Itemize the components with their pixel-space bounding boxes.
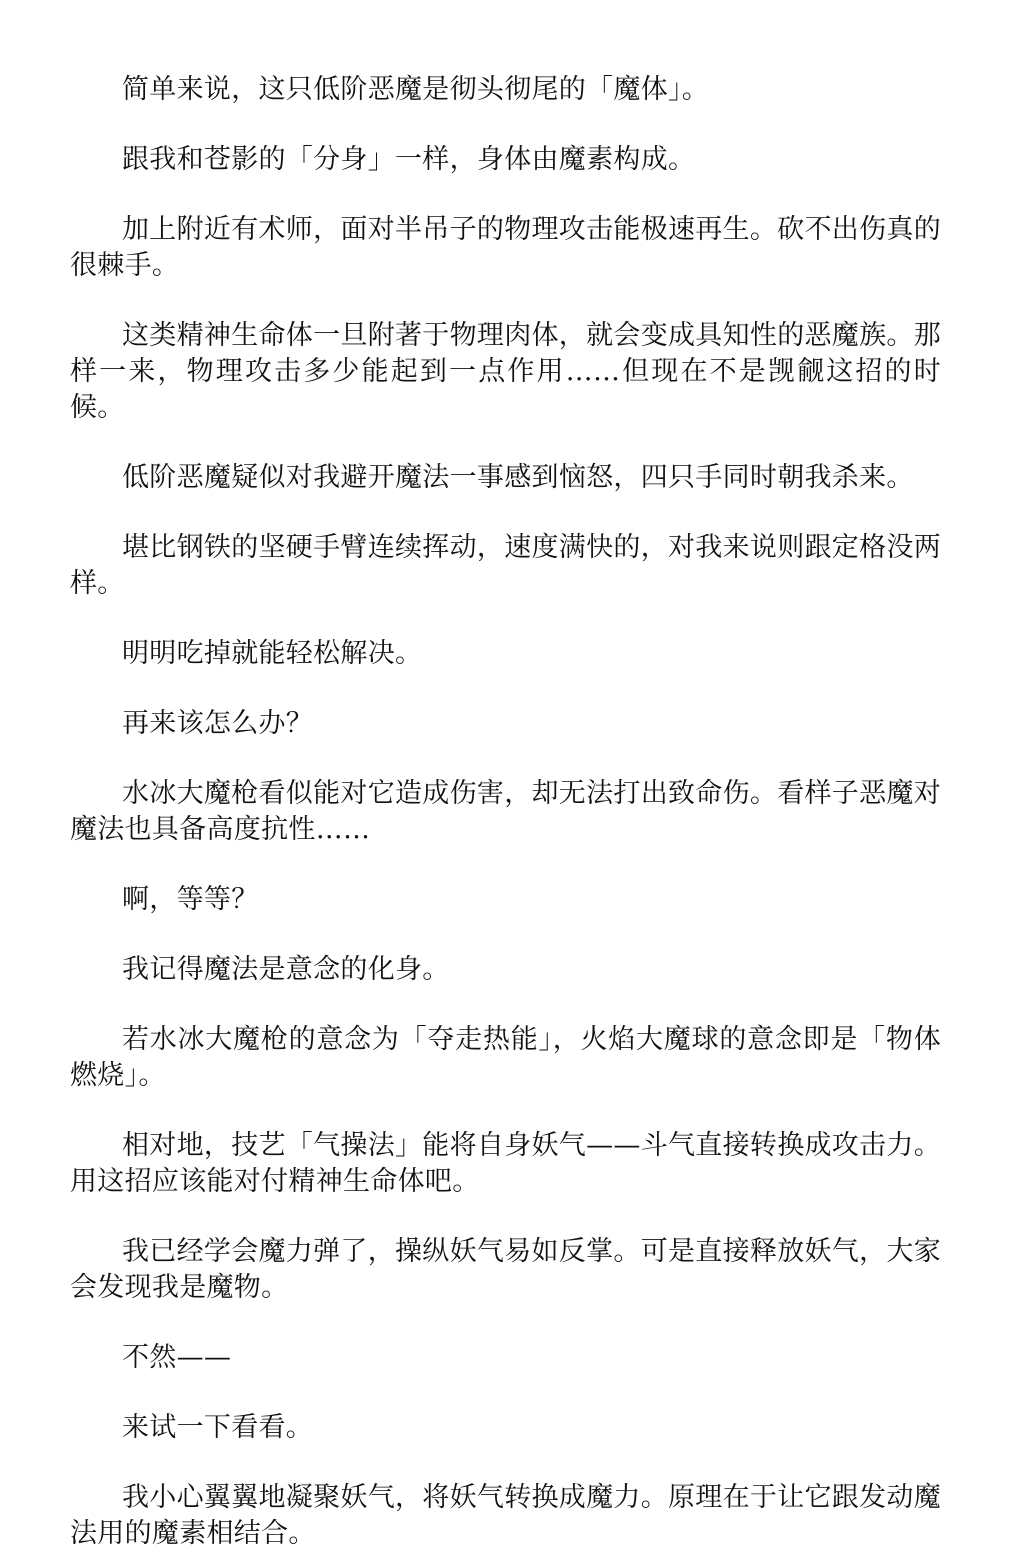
paragraph: 低阶恶魔疑似对我避开魔法一事感到恼怒，四只手同时朝我杀来。 xyxy=(122,462,914,493)
paragraph: 相对地，技艺「气操法」能将自身妖气——斗气直接转换成攻击力。用这招应该能对付精神生命体吧。 xyxy=(70,1130,941,1197)
paragraph: 啊，等等？ xyxy=(122,884,259,915)
paragraph: 再来该怎么办？ xyxy=(122,708,314,739)
paragraph: 来试一下看看。 xyxy=(122,1412,314,1443)
paragraph: 这类精神生命体一旦附著于物理肉体，就会变成具知性的恶魔族。那样一来，物理攻击多少能起到一点作用……但现在不是觊觎这招的时候。 xyxy=(70,320,941,423)
paragraph: 我记得魔法是意念的化身。 xyxy=(122,954,450,985)
paragraph: 我已经学会魔力弹了，操纵妖气易如反掌。可是直接释放妖气，大家会发现我是魔物。 xyxy=(70,1236,941,1303)
paragraph: 堪比钢铁的坚硬手臂连续挥动，速度满快的，对我来说则跟定格没两样。 xyxy=(70,532,941,599)
paragraph: 跟我和苍影的「分身」一样，身体由魔素构成。 xyxy=(122,144,696,175)
paragraph: 加上附近有术师，面对半吊子的物理攻击能极速再生。砍不出伤真的很棘手。 xyxy=(70,214,941,281)
paragraph: 简单来说，这只低阶恶魔是彻头彻尾的「魔体」。 xyxy=(122,74,710,105)
paragraph: 明明吃掉就能轻松解决。 xyxy=(122,638,423,669)
paragraph: 水冰大魔枪看似能对它造成伤害，却无法打出致命伤。看样子恶魔对魔法也具备高度抗性…… xyxy=(70,778,941,845)
paragraph: 我小心翼翼地凝聚妖气，将妖气转换成魔力。原理在于让它跟发动魔法用的魔素相结合。 xyxy=(70,1482,941,1549)
paragraph: 不然—— xyxy=(122,1342,232,1373)
paragraph: 若水冰大魔枪的意念为「夺走热能」，火焰大魔球的意念即是「物体燃烧」。 xyxy=(70,1024,941,1091)
